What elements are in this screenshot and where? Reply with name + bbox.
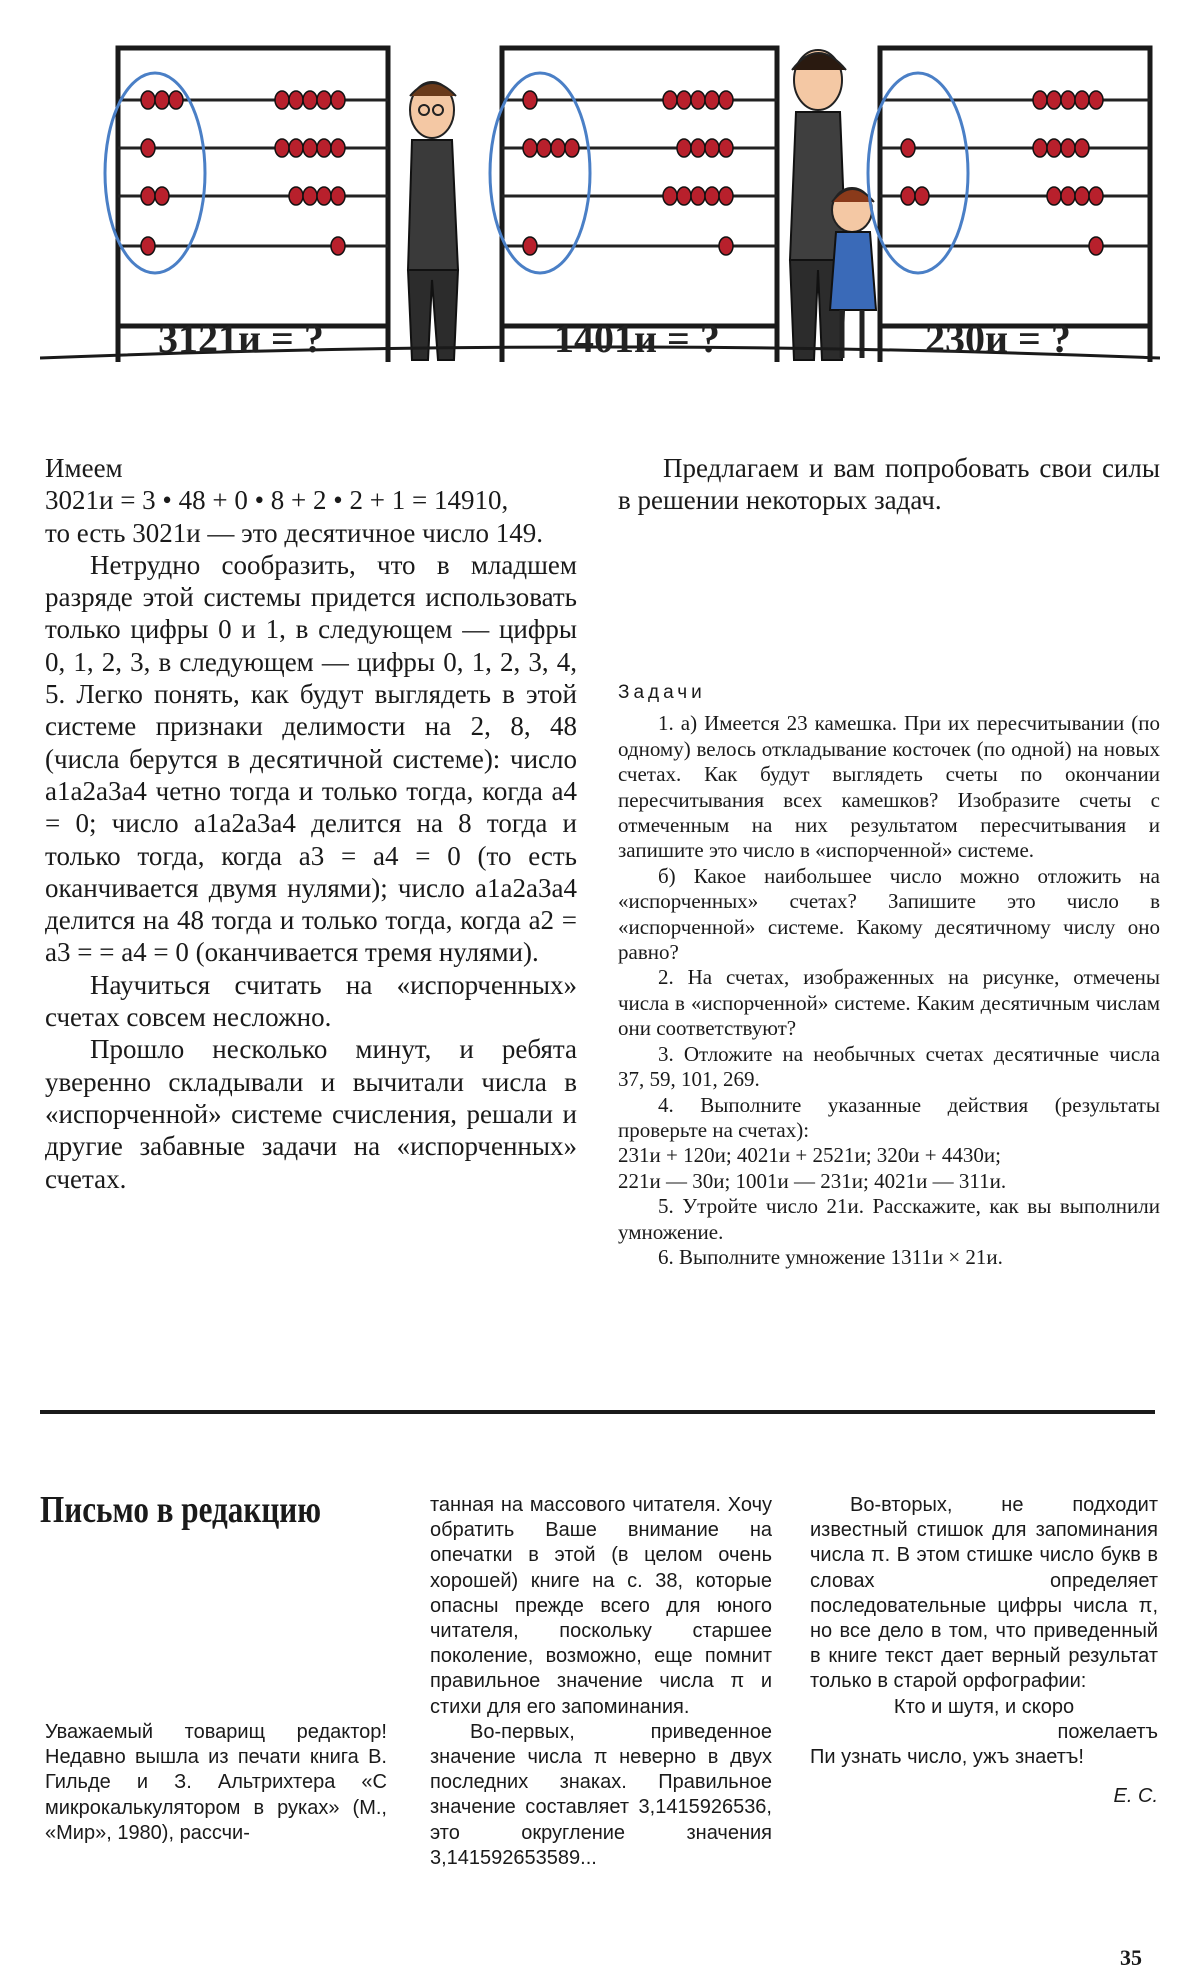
caption-3: 230и = ? (925, 316, 1071, 361)
article-p2: то есть 3021и — это десятичное число 149. (45, 517, 544, 548)
poem-line-3: Пи узнать число, ужъ знаетъ! (810, 1746, 1084, 1769)
task-4-line-2: 221и — 30и; 1001и — 231и; 4021и — 311и. (618, 1168, 1007, 1193)
article-right-column (618, 452, 1160, 517)
letter-title: Письмо в редакцию (40, 1489, 322, 1531)
abacus-1 (105, 48, 388, 362)
letter-col1-text: Уважаемый товарищ редактор! Недавно вышла из печати книга В. Гильде и З. Альтрихтера «С микрокалькулятором в руках» (М., «Мир», 1980), рассчи- (45, 1721, 387, 1844)
task-4: 4. Выполните указанные действия (результаты проверьте на счетах): (618, 1092, 1160, 1142)
task-4-line-1: 231и + 120и; 4021и + 2521и; 320и + 4430и; (618, 1143, 1001, 1168)
tasks-section (618, 680, 1160, 1270)
letter-col3-text: Во-вторых, не подходит известный стишок для запоминания числа π. В этом стишке число букв в словах определяет последовательные цифры числа π, но все дело в том, что приведенный в книге текст дает верный результат только в старой орфографии: (810, 1494, 1158, 1693)
article-p3: Нетрудно сообразить, что в младшем разряде этой системы придется использовать только цифры 0 и 1, в следующем — цифры 0, 1, 2, 3, в следующем — цифры 0, 1, 2, 3, 4, 5. Легко понять, как будут выглядеть в этой системе признаки делимости на 2, 8, 48 (числа берутся в десятичной системе): число a1a2a3a4 четно тогда и только тогда, когда a4 = 0; число a1a2a3a4 делится на 8 тогда и только тогда, когда a3 = a4 = 0 (то есть оканчивается двумя нулями); число a1a2a3a4 делится на 48 тогда и только тогда, когда a2 = a3 = = a4 = 0 (оканчивается тремя нулями). (45, 549, 577, 968)
task-1b: б) Какое наибольшее число можно отложить на «испорченных» счетах? Запишите это число в «испорченной» системе. Какому десятичному числу оно равно? (618, 863, 1160, 965)
task-2: 2. На счетах, изображенных на рисунке, отмечены числа в «испорченной» системе. Каким десятичным числам они соответствуют? (618, 965, 1160, 1041)
task-3: 3. Отложите на необычных счетах десятичные числа 37, 59, 101, 269. (618, 1041, 1160, 1092)
letter-signature: Е. С. (1113, 1785, 1158, 1808)
task-5: 5. Утройте число 21и. Расскажите, как вы выполнили умножение. (618, 1194, 1160, 1244)
letter-column-1 (45, 1720, 387, 1846)
man-and-girl-figures (790, 50, 876, 360)
task-1a: 1. а) Имеется 23 камешка. При их пересчитывании (по одному) велось откладывание косточек (по одной) на новых счетах. Как будут выглядеть счеты по окончании пересчитывания всех камешков? Изобразите счеты с отмеченным на них результатом пересчитывания и запишите это число в «испорченной» системе. (618, 711, 1160, 863)
article-p5: Прошло несколько минут, и ребята уверенно складывали и вычитали числа в «испорченной» системе счисления, решали и другие забавные задачи на «испорченных» счетах. (45, 1034, 577, 1194)
poem-line-2: пожелаетъ (1057, 1720, 1158, 1743)
abacus-3 (868, 48, 1150, 362)
boy-figure-1 (408, 82, 458, 360)
page-number: 35 (1120, 1945, 1142, 1970)
article-p4: Научиться считать на «испорченных» счетах совсем несложно. (45, 969, 577, 1033)
letter-column-2 (430, 1493, 772, 1871)
poem-line-1: Кто и шутя, и скоро (893, 1695, 1075, 1718)
tasks-header: Задачи (618, 682, 706, 703)
article-formula: 3021и = 3 • 48 + 0 • 8 + 2 • 2 + 1 = 14910, (45, 485, 509, 516)
caption-1: 3121и = ? (158, 316, 324, 361)
letter-col2-text-b: Во-первых, приведенное значение числа π неверно в двух последних знаках. Правильное значение составляет 3,1415926536, это округление значения 3,141592653589... (430, 1720, 772, 1869)
task-6: 6. Выполните умножение 1311и × 21и. (658, 1244, 1003, 1269)
caption-2: 1401и = ? (554, 316, 720, 361)
article-left-column (45, 452, 577, 1195)
section-divider (40, 1410, 1155, 1414)
article-p6: Предлагаем и вам попробовать свои силы в решении некоторых задач. (618, 453, 1160, 516)
letter-col2-text-a: танная на массового читателя. Хочу обратить Ваше внимание на опечатки в этой (в целом очень хорошей) книге на с. 38, которые опасны прежде всего для юного читателя, поскольку старшее поколение, возможно, еще помнит правильное значение числа π и стихи для его запоминания. (430, 1494, 772, 1718)
abacus-2 (490, 48, 777, 362)
article-p1: Имеем (45, 453, 123, 483)
letter-column-3 (810, 1493, 1158, 1809)
abacus-illustration (40, 40, 1160, 380)
